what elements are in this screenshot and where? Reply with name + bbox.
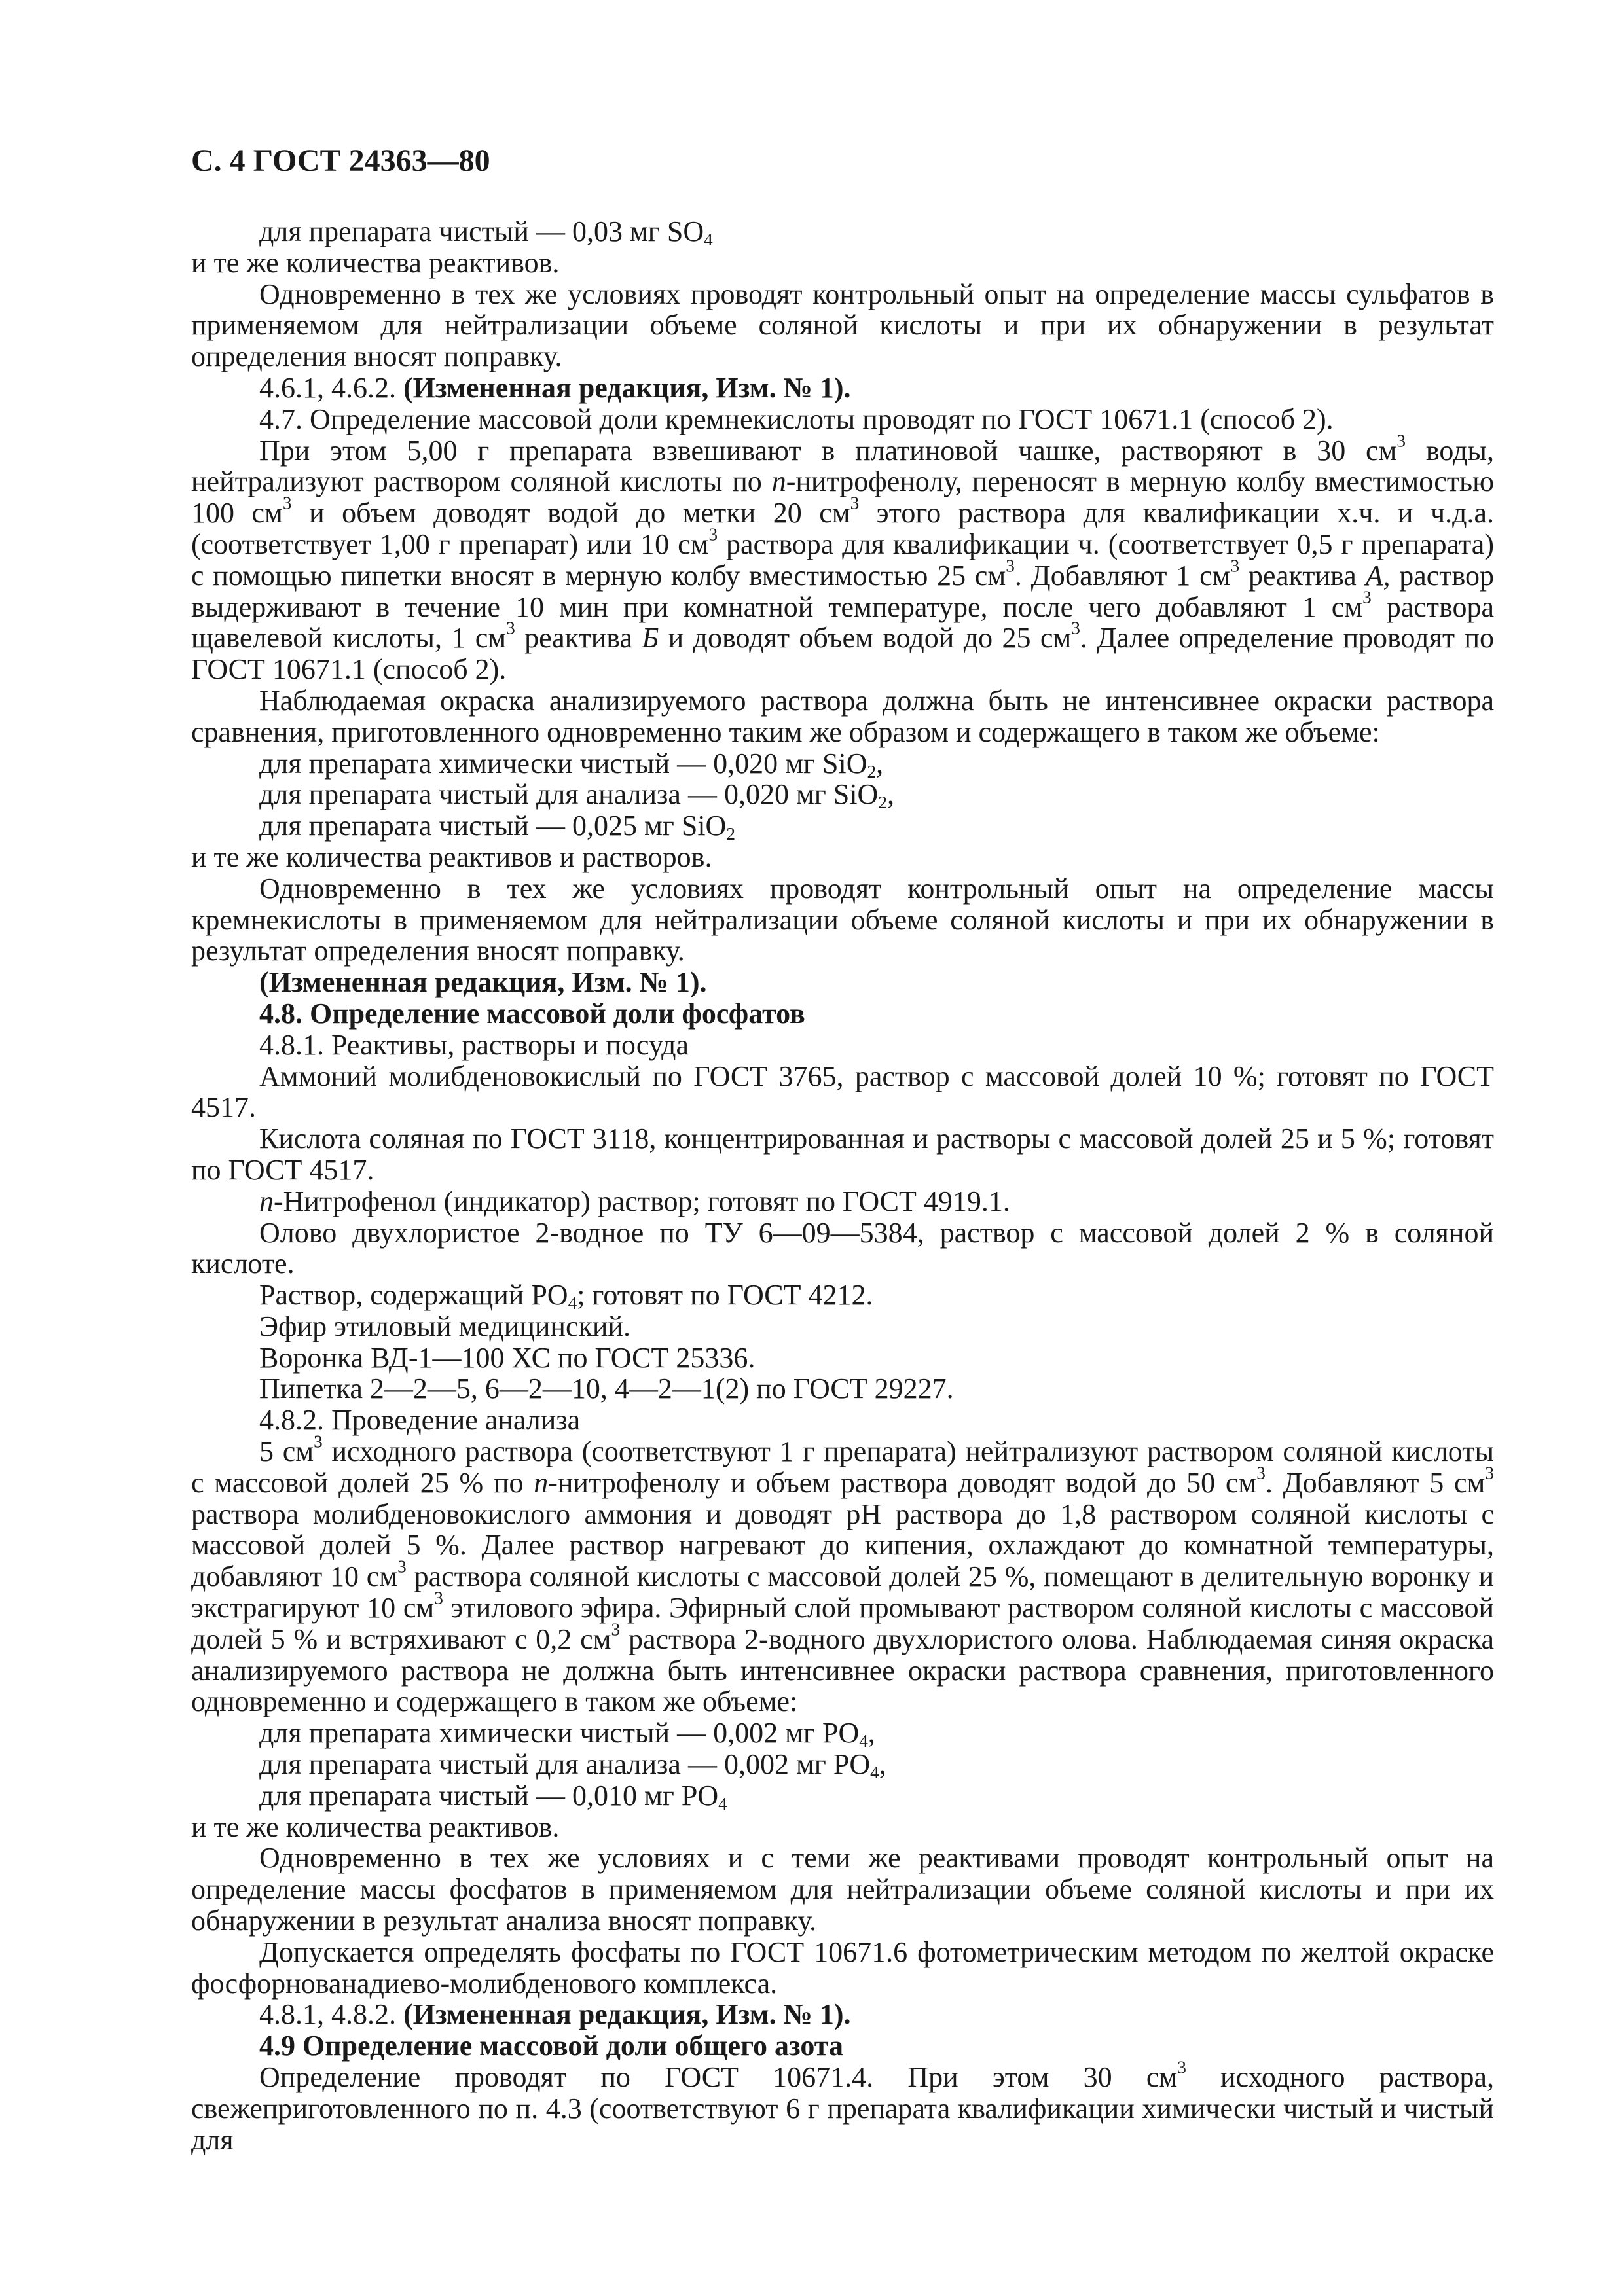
- paragraph: Кислота соляная по ГОСТ 3118, концентрированная и растворы с массовой долей 25 и 5 %; готовят по ГОСТ 4517.: [191, 1122, 1494, 1186]
- superscript: 3: [708, 524, 718, 545]
- superscript: 3: [1362, 587, 1372, 607]
- list-item: [191, 810, 1494, 842]
- text: исходного раствора, свежеприготовленного по п. 4.3 (соответствуют 6 г препарата квалификации химически чистый и чистый для: [191, 2061, 1494, 2156]
- superscript: 3: [1396, 431, 1406, 451]
- section-4-7: 4.7. Определение массовой доли кремнекислоты проводят по ГОСТ 10671.1 (способ 2).: [259, 403, 1334, 435]
- text: для препарата чистый для анализа — 0,020 мг SiO: [259, 778, 879, 811]
- subsection-heading: 4.8.2. Проведение анализа: [259, 1404, 581, 1437]
- text: этилового эфира. Эфирный слой промывают раствором соляной кислоты с массовой долей 5 % и встряхивают с 0,2 см: [191, 1592, 1494, 1655]
- italic-text: Б: [642, 622, 659, 655]
- text: для препарата чистый — 0,025 мг SiO: [259, 810, 727, 842]
- italic-text: А: [1365, 559, 1383, 592]
- text: ,: [879, 1748, 886, 1781]
- amendment-label: (Измененная редакция, Изм. № 1).: [403, 1998, 851, 2031]
- amendment-note: (Измененная редакция, Изм. № 1).: [259, 966, 707, 999]
- paragraph: Допускается определять фосфаты по ГОСТ 10671.6 фотометрическим методом по желтой окраске фосфорнованадиево-молибденового комплекса.: [191, 1935, 1494, 2000]
- superscript: 3: [1256, 1463, 1266, 1483]
- text: -Нитрофенол (индикатор) раствор; готовят по ГОСТ 4919.1.: [274, 1185, 1010, 1217]
- superscript: 3: [1071, 618, 1080, 638]
- subscript: 4: [568, 1293, 577, 1313]
- paragraph: и те же количества реактивов.: [191, 246, 560, 279]
- superscript: 3: [611, 1619, 621, 1640]
- subscript: 4: [870, 1762, 879, 1782]
- italic-text: n: [771, 465, 786, 498]
- paragraph: [191, 1431, 1495, 1718]
- text: для препарата чистый для анализа — 0,002 мг PO: [259, 1748, 871, 1781]
- text: При этом 5,00 г препарата взвешивают в платиновой чашке, растворяют в 30 см: [259, 434, 1397, 467]
- subscript: 4: [718, 1793, 727, 1814]
- text: раствора молибденовокислого аммония и доводят pH раствора до 1,8 раствором соляной кислоты с массовой долей 5 %. Далее раствор нагревают до кипения, охлаждают до комнатной температуры, добавляют 10 см: [191, 1498, 1494, 1593]
- text: Раствор, содержащий PO: [259, 1279, 568, 1312]
- subscript: 2: [867, 761, 877, 781]
- section-heading: 4.8. Определение массовой доли фосфатов: [259, 997, 805, 1030]
- paragraph: и те же количества реактивов.: [191, 1810, 560, 1843]
- paragraph: Одновременно в тех же условиях проводят контрольный опыт на определение массы сульфатов в применяемом для нейтрализации объеме соляной кислоты и при их обнаружении в результат определения вносят поправку.: [191, 278, 1494, 373]
- text: 5 см: [259, 1435, 314, 1468]
- text: Определение проводят по ГОСТ 10671.4. При этом 30 см: [259, 2061, 1178, 2094]
- paragraph: [191, 1280, 1494, 1311]
- subscript: 2: [726, 823, 735, 844]
- superscript: 3: [282, 493, 292, 513]
- superscript: 3: [850, 493, 860, 513]
- superscript: 3: [1230, 556, 1240, 576]
- paragraph: Наблюдаемая окраска анализируемого раствора должна быть не интенсивнее окраски раствора сравнения, приготовленного одновременно таким же образом и содержащего в таком же объеме:: [191, 684, 1494, 748]
- subscript: 4: [859, 1731, 868, 1751]
- text: для препарата химически чистый — 0,020 мг SiO: [259, 747, 867, 780]
- paragraph: Одновременно в тех же условиях и с теми же реактивами проводят контрольный опыт на определение массы фосфатов в применяемом для нейтрализации объеме соляной кислоты и при их обнаружении в результат анализа вносят поправку.: [191, 1842, 1494, 1937]
- paragraph: Одновременно в тех же условиях проводят контрольный опыт на определение массы кремнекислоты в применяемом для нейтрализации объеме соляной кислоты и при их обнаружении в результат определения вносят поправку.: [191, 872, 1494, 967]
- superscript: 3: [314, 1431, 323, 1452]
- amendment-label: (Измененная редакция, Изм. № 1).: [403, 371, 851, 404]
- paragraph: [191, 431, 1495, 686]
- superscript: 3: [434, 1588, 443, 1608]
- paragraph: [191, 2057, 1494, 2156]
- paragraph: Воронка ВД-1—100 ХС по ГОСТ 25336.: [259, 1341, 756, 1374]
- text: воды, нейтрализуют раствором соляной кислоты по: [191, 434, 1494, 498]
- superscript: 3: [1177, 2057, 1186, 2077]
- text: ,: [886, 778, 894, 811]
- text: -нитрофенолу, переносят в мерную колбу вместимостью 100 см: [191, 465, 1494, 529]
- text: реактива: [515, 622, 642, 655]
- italic-text: n: [534, 1466, 549, 1499]
- list-item: [191, 1780, 1494, 1812]
- superscript: 3: [1006, 556, 1015, 576]
- text: для препарата чистый — 0,03 мг SO: [259, 215, 704, 247]
- text: реактива: [1239, 559, 1366, 592]
- text: раствора 2-водного двухлористого олова. Наблюдаемая синяя окраска анализируемого раствора не должна быть интенсивнее окраски раствора сравнения, приготовленного одновременно и содержащего в таком же объеме:: [191, 1623, 1494, 1718]
- paragraph: Аммоний молибденовокислый по ГОСТ 3765, раствор с массовой долей 10 %; готовят по ГОСТ 4517.: [191, 1060, 1494, 1124]
- text: раствора соляной кислоты с массовой долей 25 %, помещают в делительную воронку и экстрагируют 10 см: [191, 1560, 1494, 1624]
- text: этого раствора для квалификации х.ч. и ч.д.а. (соответствует 1,00 г препарат) или 10 см: [191, 497, 1494, 560]
- paragraph: [191, 1186, 1494, 1217]
- paragraph: и те же количества реактивов и растворов.: [191, 840, 712, 873]
- text: раствора щавелевой кислоты, 1 см: [191, 590, 1495, 655]
- amendment-note: [191, 1999, 1494, 2030]
- text: 4.6.1, 4.6.2.: [259, 371, 403, 404]
- list-item: [191, 778, 1494, 813]
- subscript: 4: [704, 229, 713, 249]
- list-item: [191, 748, 1494, 780]
- text: , раствор выдерживают в течение 10 мин при комнатной температуре, после чего добавляют 1 см: [191, 559, 1494, 623]
- page-header: С. 4 ГОСТ 24363—80: [191, 143, 490, 178]
- italic-text: n: [259, 1185, 274, 1217]
- paragraph: [191, 216, 1494, 247]
- superscript: 3: [1485, 1463, 1494, 1483]
- paragraph: Эфир этиловый медицинский.: [259, 1310, 630, 1342]
- text: раствора для квалификации ч. (соответствует 0,5 г препарата) с помощью пипетки вносят в мерную колбу вместимостью 25 см: [191, 528, 1494, 592]
- superscript: 3: [506, 618, 515, 638]
- text: и объем доводят водой до метки 20 см: [291, 497, 850, 529]
- text: ,: [867, 1717, 875, 1749]
- text: 4.8.1, 4.8.2.: [259, 1998, 403, 2031]
- list-item: [191, 1749, 1494, 1780]
- section-heading: 4.9 Определение массовой доли общего азота: [259, 2030, 843, 2062]
- text: и доводят объем водой до 25 см: [659, 622, 1072, 655]
- text: исходного раствора (соответствуют 1 г препарата) нейтрализуют раствором соляной кислоты с массовой долей 25 % по: [191, 1435, 1495, 1499]
- paragraph: Олово двухлористое 2-водное по ТУ 6—09—5384, раствор с массовой долей 2 % в соляной кислоте.: [191, 1216, 1494, 1280]
- document-page: [191, 144, 1494, 2155]
- text: для препарата чистый — 0,010 мг PO: [259, 1779, 719, 1812]
- paragraph: Пипетка 2—2—5, 6—2—10, 4—2—1(2) по ГОСТ 29227.: [259, 1372, 954, 1405]
- text: . Добавляют 5 см: [1265, 1466, 1486, 1499]
- text: . Далее определение проводят по ГОСТ 10671.1 (способ 2).: [191, 622, 1494, 686]
- text: ,: [876, 747, 884, 780]
- text: ; готовят по ГОСТ 4212.: [577, 1279, 873, 1312]
- text: . Добавляют 1 см: [1014, 559, 1231, 592]
- text: -нитрофенолу и объем раствора доводят водой до 50 см: [548, 1466, 1257, 1499]
- superscript: 3: [397, 1556, 407, 1577]
- amendment-note: [191, 372, 1494, 404]
- subsection-heading: 4.8.1. Реактивы, растворы и посуда: [259, 1028, 689, 1061]
- text: для препарата химически чистый — 0,002 мг PO: [259, 1717, 860, 1749]
- subscript: 2: [878, 793, 887, 813]
- list-item: [191, 1717, 1494, 1749]
